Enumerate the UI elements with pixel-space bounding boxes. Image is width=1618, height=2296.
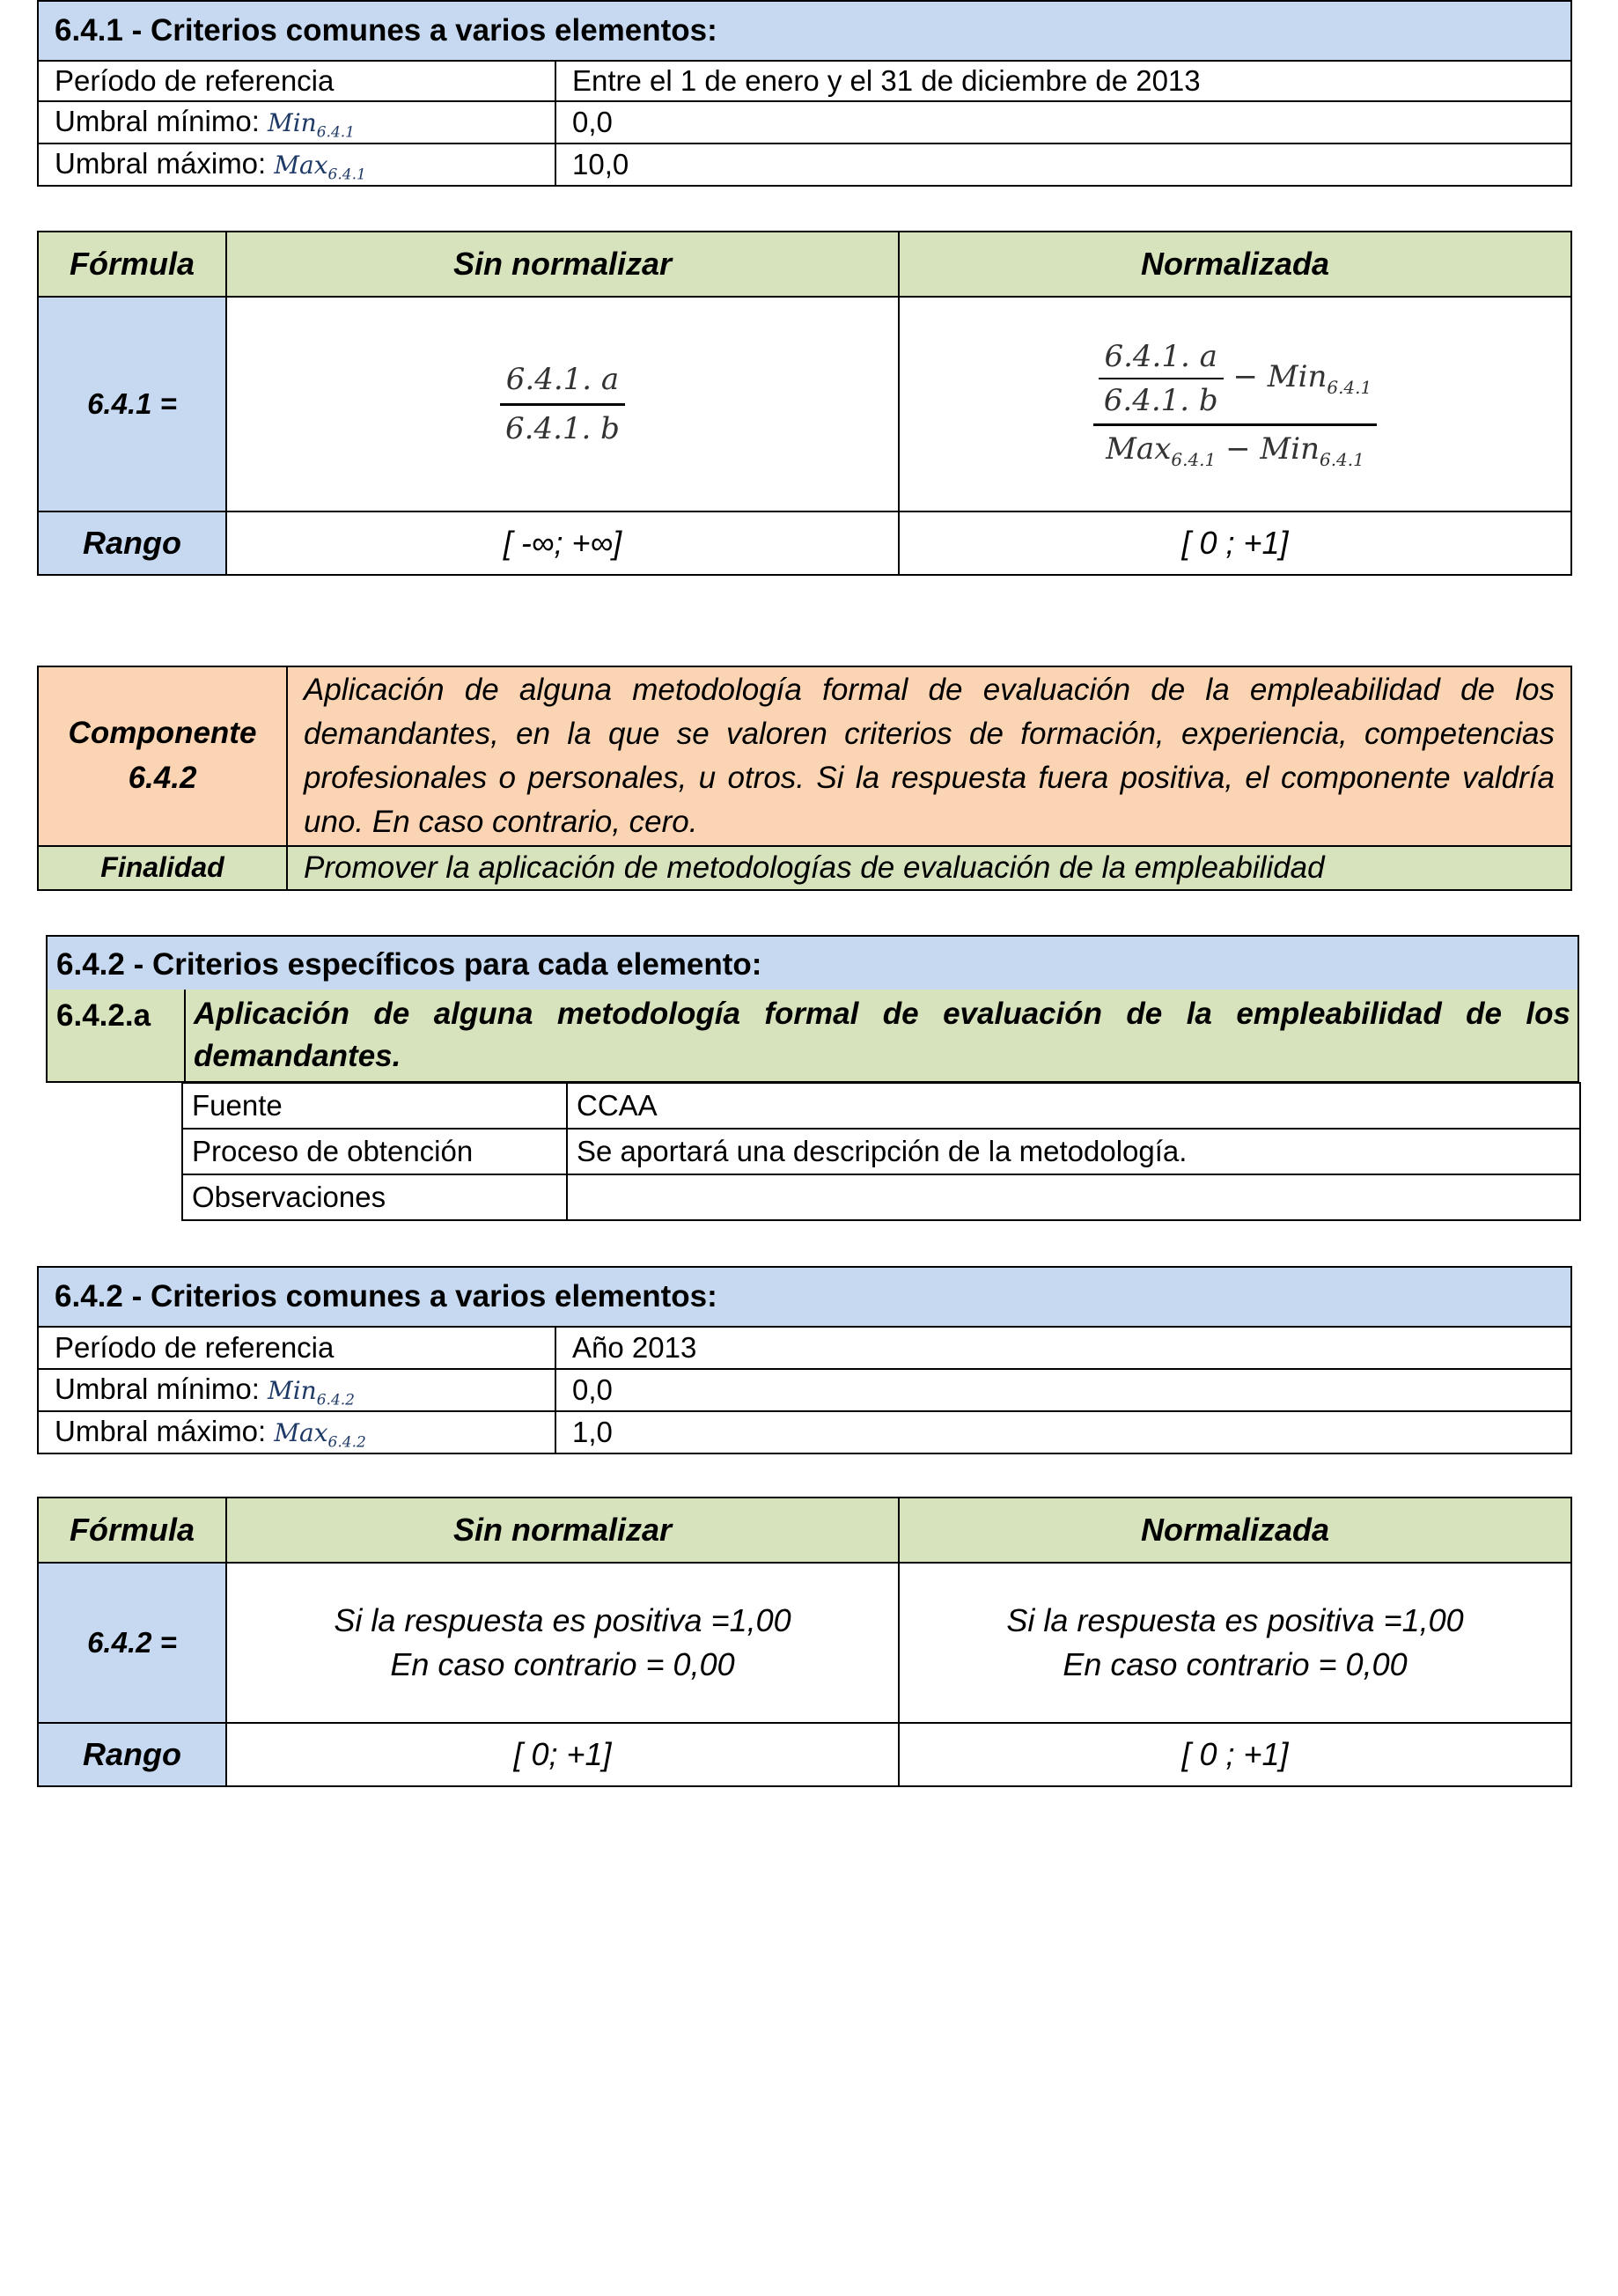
component-description: Aplicación de alguna metodología formal de evaluación de la empleabilidad de los demandantes, en la que se valoren criterios de formación, experiencia, competencias profesionales o personales, u otros. Si la respuesta fuera positiva, el componente valdría uno. En caso contrario, cero. (287, 666, 1571, 846)
component-label: Componente 6.4.2 (38, 666, 287, 846)
row-value: 1,0 (555, 1411, 1571, 1453)
row-label: Observaciones (182, 1174, 567, 1220)
row-label: Período de referencia (38, 61, 555, 101)
range-normalized: [ 0 ; +1] (899, 511, 1571, 575)
header-normalized: Normalizada (899, 232, 1571, 297)
specific-criteria-header (46, 935, 1579, 991)
raw-formula: Si la respuesta es positiva =1,00 En caso contrario = 0,00 (226, 1563, 899, 1723)
max-symbol: Max$_{6.4.1}$ (274, 150, 366, 184)
criteria-table-6-4-1 (37, 0, 1572, 187)
normalized-formula: Si la respuesta es positiva =1,00 En caso contrario = 0,00 (899, 1563, 1571, 1723)
row-label: Período de referencia (38, 1327, 555, 1369)
formula-label: 6.4.2 = (38, 1563, 226, 1723)
header-formula: Fórmula (38, 232, 226, 297)
normalized-fraction: $\frac{6.4.1. a}{6.4.1. b}$ − Min$_{6.4.1}$ Max$_{6.4.1}$ − Min$_{6.4.1}$ (1093, 337, 1377, 471)
row-label: Fuente (182, 1083, 567, 1129)
row-label: Umbral mínimo: Min$_{6.4.2}$ (38, 1369, 555, 1411)
range-normalized: [ 0 ; +1] (899, 1723, 1571, 1786)
normalized-formula (899, 297, 1571, 511)
row-value: Entre el 1 de enero y el 31 de diciembre de 2013 (555, 61, 1571, 101)
specific-criteria-table (181, 1082, 1581, 1221)
header-formula: Fórmula (38, 1498, 226, 1563)
raw-formula (226, 297, 899, 511)
section-title: 6.4.2 - Criterios específicos para cada elemento: (56, 947, 762, 982)
purpose-label: Finalidad (38, 846, 287, 890)
row-value (567, 1174, 1580, 1220)
row-value: 0,0 (555, 101, 1571, 144)
formula-table-6-4-1 (37, 231, 1572, 576)
component-table-6-4-2 (37, 666, 1572, 891)
row-label: Umbral máximo: Max$_{6.4.1}$ (38, 144, 555, 186)
max-symbol: Max$_{6.4.2}$ (274, 1417, 366, 1452)
element-row (46, 990, 1579, 1083)
range-label: Rango (38, 511, 226, 575)
raw-fraction: $\frac{6.4.1. a}{6.4.1. b}$ (500, 360, 625, 447)
row-value: CCAA (567, 1083, 1580, 1129)
element-text: Aplicación de alguna metodología formal de evaluación de la empleabilidad de los demandantes. (194, 997, 1570, 1073)
header-normalized: Normalizada (899, 1498, 1571, 1563)
row-label: Umbral máximo: Max$_{6.4.2}$ (38, 1411, 555, 1453)
row-label: Proceso de obtención (182, 1129, 567, 1174)
row-value: 0,0 (555, 1369, 1571, 1411)
header-raw: Sin normalizar (226, 232, 899, 297)
formula-table-6-4-2 (37, 1497, 1572, 1787)
formula-label: 6.4.1 = (38, 297, 226, 511)
range-raw: [ -∞; +∞] (226, 511, 899, 575)
min-symbol: Min$_{6.4.2}$ (268, 1375, 355, 1409)
range-raw: [ 0; +1] (226, 1723, 899, 1786)
section-title: 6.4.2 - Criterios comunes a varios elementos: (38, 1267, 1571, 1327)
row-value: 10,0 (555, 144, 1571, 186)
row-value: Año 2013 (555, 1327, 1571, 1369)
element-code: 6.4.2.a (56, 998, 151, 1033)
min-symbol: Min$_{6.4.1}$ (268, 107, 355, 142)
section-title: 6.4.1 - Criterios comunes a varios elementos: (38, 1, 1571, 61)
criteria-table-6-4-2 (37, 1266, 1572, 1454)
purpose-text: Promover la aplicación de metodologías de evaluación de la empleabilidad (287, 846, 1571, 890)
header-raw: Sin normalizar (226, 1498, 899, 1563)
row-value: Se aportará una descripción de la metodología. (567, 1129, 1580, 1174)
row-label: Umbral mínimo: Min$_{6.4.1}$ (38, 101, 555, 144)
range-label: Rango (38, 1723, 226, 1786)
